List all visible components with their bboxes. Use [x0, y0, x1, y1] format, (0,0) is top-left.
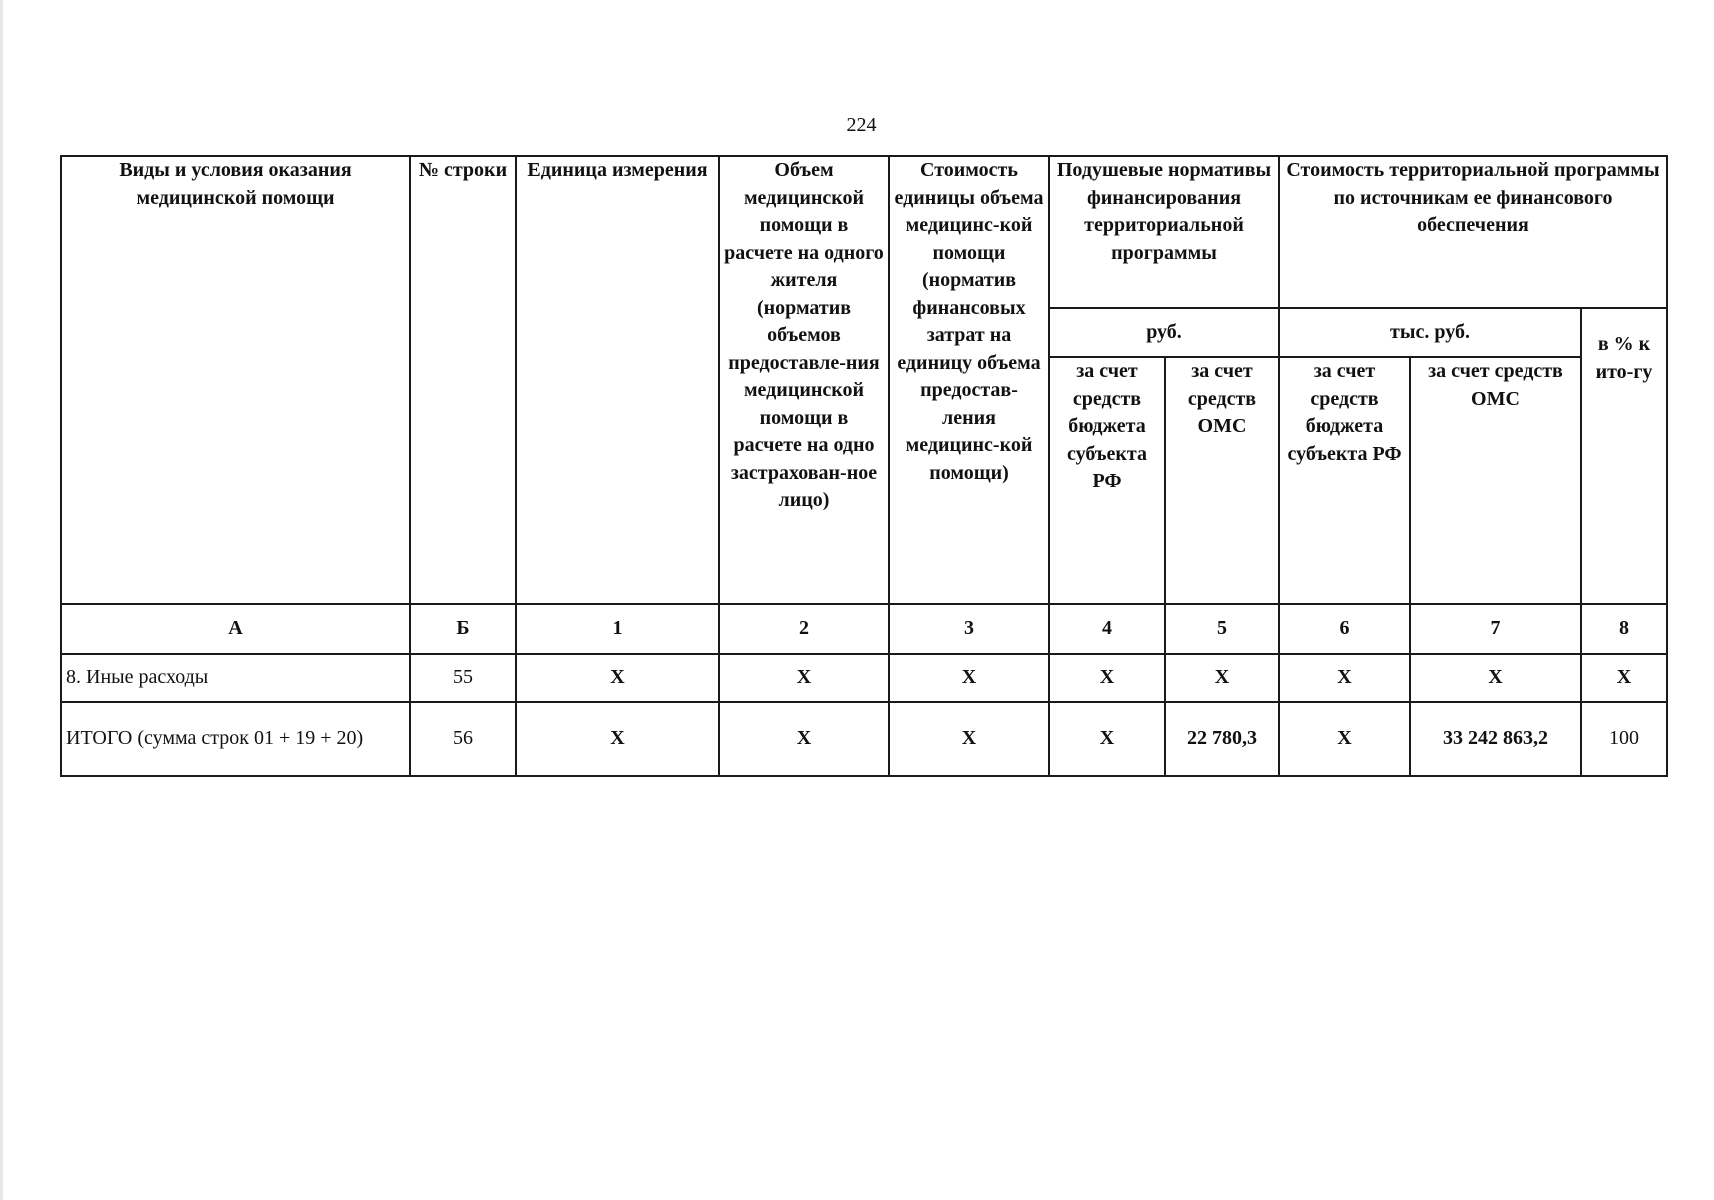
header-cost: Стоимость единицы объема медицинс-кой помощи (норматив финансовых затрат на единицу объема предостав-ления медицинс-кой помощи) — [889, 156, 1049, 604]
cell-col-4: Х — [1049, 702, 1165, 776]
header-budget-thous: за счет средств бюджета субъекта РФ — [1279, 357, 1410, 604]
col-number-1: 1 — [516, 604, 719, 654]
header-per-capita: Подушевые нормативы финансирования территориальной программы — [1049, 156, 1279, 308]
header-row-no: № строки — [410, 156, 516, 604]
header-volume: Объем медицинской помощи в расчете на одного жителя (норматив объемов предоставле-ния медицинской помощи в расчете на одно застрахован-ное лицо) — [719, 156, 889, 604]
cell-col-7: Х — [1410, 654, 1581, 702]
page-number: 224 — [846, 114, 877, 136]
program-cost-table — [60, 155, 1668, 777]
cell-col-1: Х — [516, 702, 719, 776]
column-number-row — [61, 604, 1667, 654]
cell-col-2: Х — [719, 702, 889, 776]
col-number-3: 3 — [889, 604, 1049, 654]
cell-col-8: 100 — [1581, 702, 1667, 776]
header-kinds: Виды и условия оказания медицинской помощи — [61, 156, 410, 604]
col-number-a: А — [61, 604, 410, 654]
header-oms-thous: за счет средств ОМС — [1410, 357, 1581, 604]
col-number-2: 2 — [719, 604, 889, 654]
col-number-5: 5 — [1165, 604, 1279, 654]
cell-col-1: Х — [516, 654, 719, 702]
header-percent: в % к ито-гу — [1581, 308, 1667, 604]
header-program-cost: Стоимость территориальной программы по источникам ее финансового обеспечения — [1279, 156, 1667, 308]
cell-col-6: Х — [1279, 702, 1410, 776]
col-number-6: 6 — [1279, 604, 1410, 654]
col-number-4: 4 — [1049, 604, 1165, 654]
row-number: 56 — [410, 702, 516, 776]
row-name: 8. Иные расходы — [61, 654, 410, 702]
cell-col-2: Х — [719, 654, 889, 702]
col-number-b: Б — [410, 604, 516, 654]
col-number-8: 8 — [1581, 604, 1667, 654]
cell-col-4: Х — [1049, 654, 1165, 702]
cell-col-7: 33 242 863,2 — [1410, 702, 1581, 776]
cell-col-5: Х — [1165, 654, 1279, 702]
table-row-total — [61, 702, 1667, 776]
header-budget-rub: за счет средств бюджета субъекта РФ — [1049, 357, 1165, 604]
header-row-1 — [61, 156, 1667, 308]
header-oms-rub: за счет средств ОМС — [1165, 357, 1279, 604]
cell-col-3: Х — [889, 654, 1049, 702]
col-number-7: 7 — [1410, 604, 1581, 654]
scan-edge — [0, 0, 3, 1200]
cell-col-6: Х — [1279, 654, 1410, 702]
header-rub: руб. — [1049, 308, 1279, 357]
row-name: ИТОГО (сумма строк 01 + 19 + 20) — [61, 702, 410, 776]
header-thous-rub: тыс. руб. — [1279, 308, 1581, 357]
table-row — [61, 654, 1667, 702]
cell-col-3: Х — [889, 702, 1049, 776]
header-unit: Единица измерения — [516, 156, 719, 604]
cell-col-5: 22 780,3 — [1165, 702, 1279, 776]
row-number: 55 — [410, 654, 516, 702]
cell-col-8: Х — [1581, 654, 1667, 702]
